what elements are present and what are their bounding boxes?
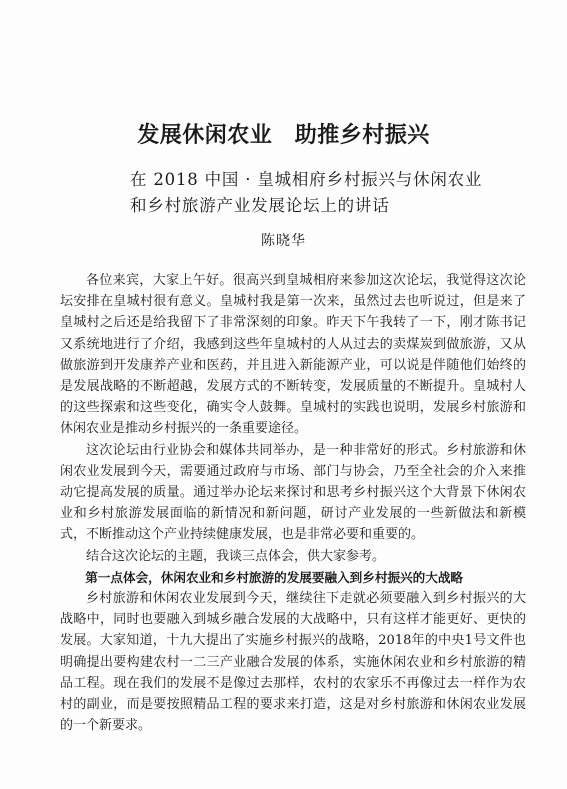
section-heading: 第一点体会，休闲农业和乡村旅游的发展要融入到乡村振兴的大战略 [85, 569, 463, 585]
body-text [60, 270, 526, 736]
author-name: 陈晓华 [261, 233, 306, 249]
paragraph-forum: 这次论坛由行业协会和媒体共同举办，是一种非常好的形式。乡村旅游和休闲农业发展到今天，需要通过政府与市场、部门与协会，乃至全社会的介入来推动它提高发展的质量。通过举办论坛来探讨和思考乡村振兴这个大背景下休闲农业和乡村旅游发展面临的新情况和新问题，研讨产业发展的一些新做法和新模式，不断推动这个产业持续健康发展，也是非常必要和重要的。 [60, 442, 526, 543]
paragraph-opening: 各位来宾，大家上午好。很高兴到皇城相府来参加这次论坛，我觉得这次论坛安排在皇城村很有意义。皇城村我是第一次来，虽然过去也听说过，但是来了皇城村之后还是给我留下了非常深刻的印象。昨天下午我转了一下，刚才陈书记又系统地进行了介绍，我感到这些年皇城村的人从过去的卖煤炭到做旅游，又从做旅游到开发康养产业和医药，并且进入新能源产业，可以说是伴随他们始终的是发展战略的不断超越，发展方式的不断转变，发展质量的不断提升。皇城村人的这些探索和这些变化，确实令人鼓舞。皇城村的实践也说明，发展乡村旅游和休闲农业是推动乡村振兴的一条重要途径。 [60, 273, 526, 437]
subtitle-line-2: 和乡村旅游产业发展论坛上的讲话 [130, 196, 390, 215]
paragraph-intro-points: 结合这次论坛的主题，我谈三点体会，供大家参考。 [86, 548, 386, 564]
document-title: 发展休闲农业 助推乡村振兴 [137, 123, 430, 148]
subtitle-line-1: 在 2018 中国 · 皇城相府乡村振兴与休闲农业 [130, 170, 483, 189]
paragraph-section-1: 乡村旅游和休闲农业发展到今天，继续往下走就必须要融入到乡村振兴的大战略中，同时也要融入到城乡融合发展的大战略中，只有这样才能更好、更快的发展。大家知道，十九大提出了实施乡村振兴的战略，2018年的中央1号文件也明确提出要构建农村一二三产业融合发展的体系，实施休闲农业和乡村旅游的精品工程。现在我们的发展不是像过去那样，农村的农家乐不再像过去一样作为农村的副业，而是要按照精品工程的要求来打造，这是对乡村旅游和休闲农业发展的一个新要求。 [60, 591, 526, 734]
